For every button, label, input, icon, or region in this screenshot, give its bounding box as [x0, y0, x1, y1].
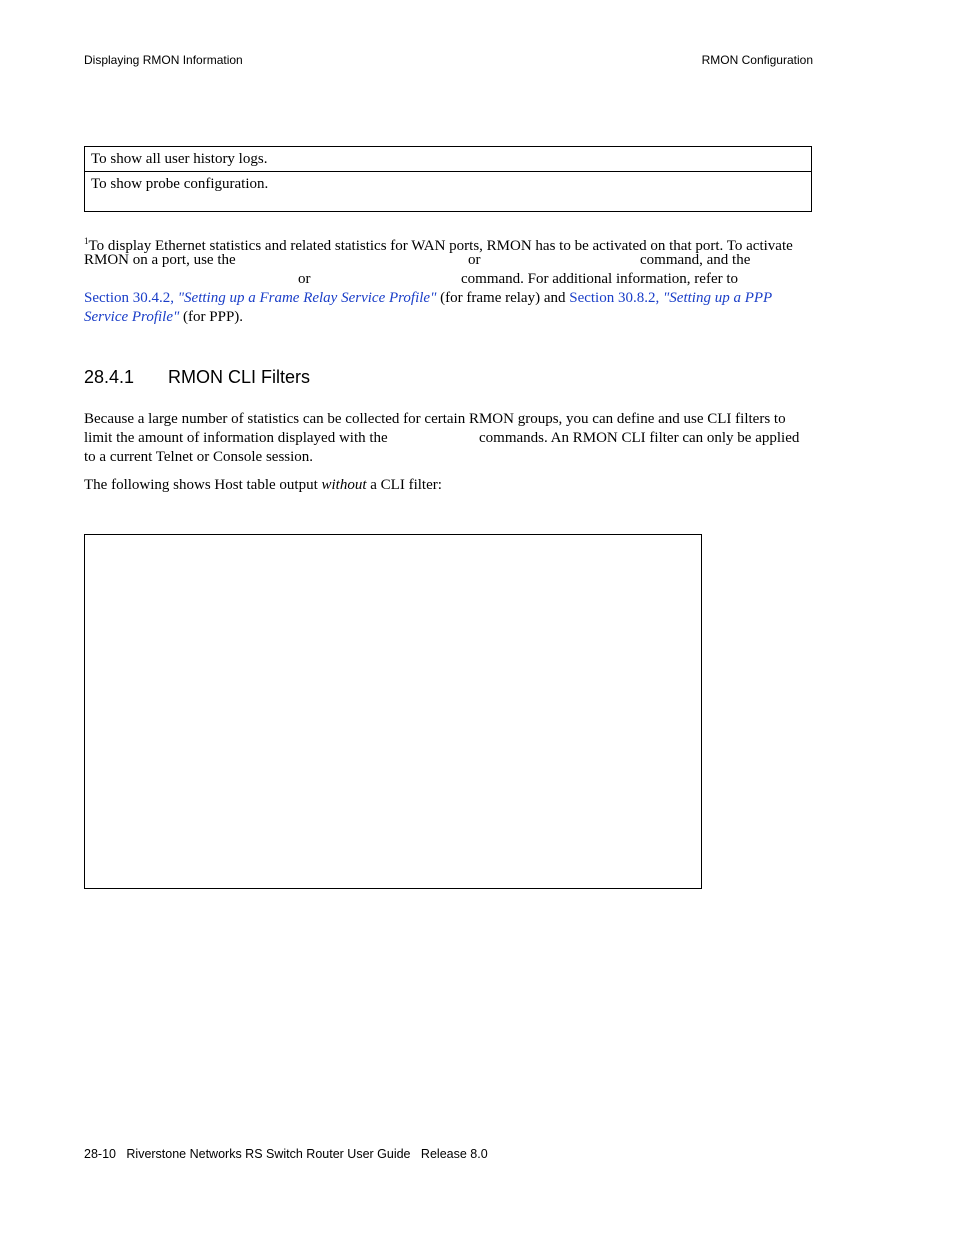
section-title: RMON CLI Filters — [168, 367, 311, 387]
table-cell: To show probe configuration. — [91, 176, 269, 192]
footnote-mid-text: (for frame relay) and — [436, 290, 570, 306]
link-section-30-8-2[interactable]: Section 30.8.2, "Setting up a PPP — [569, 290, 773, 306]
section-number: 28.4.1 — [84, 367, 135, 387]
running-header-right: RMON Configuration — [701, 53, 813, 67]
table-row — [85, 172, 812, 212]
footnote-line-4 — [84, 289, 772, 308]
para1-line-1: Because a large number of statistics can be collected for certain RMON groups, you can define and use CLI filters to — [84, 411, 786, 427]
para1-line-3: to a current Telnet or Console session. — [84, 449, 314, 465]
footnote-line-2c: command, and the — [640, 252, 751, 268]
footnote-line-3b: command. For additional information, refer to — [461, 271, 739, 287]
para2: The following shows Host table output without a CLI filter: — [84, 477, 442, 493]
footnote-line-5 — [84, 308, 243, 327]
link-section-30-8-2-cont[interactable]: Service Profile" — [84, 309, 180, 325]
running-header-left: Displaying RMON Information — [84, 53, 243, 67]
footnote-text: To display Ethernet statistics and related statistics for WAN ports, RMON has to be activated on that port. To activate — [88, 238, 793, 254]
command-table — [84, 146, 812, 212]
para1-line-2a: limit the amount of information displayed with the — [84, 430, 388, 446]
footnote-marker: 1 — [84, 236, 89, 246]
footnote-line-2a: RMON on a port, use the — [84, 252, 236, 268]
code-output-box — [84, 534, 702, 889]
footnote-end-text: (for PPP). — [179, 309, 244, 325]
link-section-30-4-2[interactable]: Section 30.4.2, "Setting up a Frame Relay Service Profile" — [84, 290, 437, 306]
table-cell: To show all user history logs. — [91, 151, 268, 167]
para1-line-2b: commands. An RMON CLI filter can only be applied — [479, 430, 800, 446]
page-footer: 28-10 Riverstone Networks RS Switch Router User Guide Release 8.0 — [84, 1147, 488, 1161]
footnote-line-2b: or — [468, 252, 481, 268]
footnote-line-3a: or — [298, 271, 311, 287]
table-row — [85, 147, 812, 172]
emphasis-without: without — [321, 477, 367, 493]
